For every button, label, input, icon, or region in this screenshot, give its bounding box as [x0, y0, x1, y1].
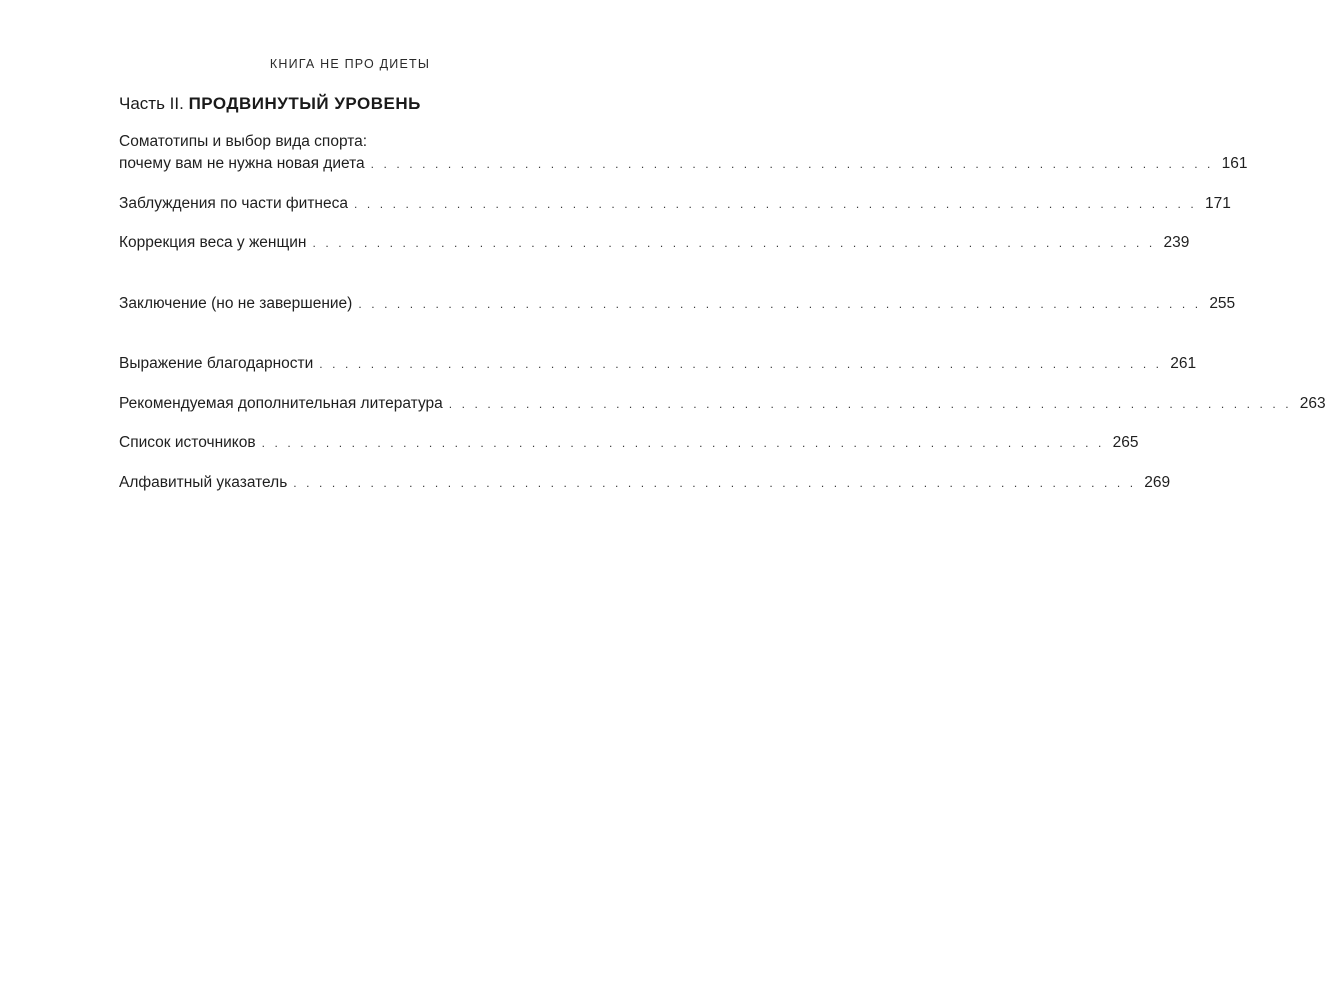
part-heading: [119, 94, 421, 114]
dot-leader: . . . . . . . . . . . . . . . . . . . . . . . . . . . . . . . . . . . . . . . . . . . . . . . . . . . . . . . . . . . . . . . . . .: [261, 436, 1105, 450]
toc-entry-title: Список источников: [119, 434, 256, 451]
dot-leader: . . . . . . . . . . . . . . . . . . . . . . . . . . . . . . . . . . . . . . . . . . . . . . . . . . . . . . . . . . . . . . . . . .: [353, 197, 1197, 211]
toc-entry: [119, 353, 1197, 375]
dot-leader: . . . . . . . . . . . . . . . . . . . . . . . . . . . . . . . . . . . . . . . . . . . . . . . . . . . . . . . . . . . . . . . . . .: [312, 236, 1156, 250]
toc-entry-title: Выражение благодарности: [119, 355, 314, 372]
toc-entry: [119, 432, 1139, 454]
part-label: Часть II.: [119, 94, 184, 113]
toc-entry: [119, 131, 1248, 175]
toc-line: [119, 193, 1231, 215]
toc-page-number: 265: [1112, 434, 1139, 451]
toc-entry: [119, 393, 1326, 415]
toc-page-number: 263: [1299, 395, 1326, 412]
toc-entry-title: Заблуждения по части фитнеса: [119, 195, 348, 212]
toc-entry-title-line-1: Соматотипы и выбор вида спорта:: [119, 133, 368, 150]
toc-line: [119, 232, 1190, 254]
toc-page-number: 255: [1209, 295, 1236, 312]
dot-leader: . . . . . . . . . . . . . . . . . . . . . . . . . . . . . . . . . . . . . . . . . . . . . . . . . . . . . . . . . . . . . . . . . .: [448, 397, 1292, 411]
toc-entry-title: почему вам не нужна новая диета: [119, 155, 365, 172]
toc-line: [119, 432, 1139, 454]
toc-entry: [119, 472, 1171, 494]
toc-line: [119, 353, 1197, 375]
toc-page-number: 269: [1144, 474, 1171, 491]
toc-entry-title: Заключение (но не завершение): [119, 295, 353, 312]
toc-line: [119, 472, 1171, 494]
toc-entry-title: Рекомендуемая дополнительная литература: [119, 395, 443, 412]
toc-page-number: 239: [1163, 234, 1190, 251]
toc-entry-title: Коррекция веса у женщин: [119, 234, 307, 251]
toc-line: [119, 393, 1326, 415]
toc-entry: [119, 293, 1236, 315]
dot-leader: . . . . . . . . . . . . . . . . . . . . . . . . . . . . . . . . . . . . . . . . . . . . . . . . . . . . . . . . . . . . . . . . . .: [319, 357, 1163, 371]
running-head: КНИГА НЕ ПРО ДИЕТЫ: [269, 57, 431, 71]
toc-page-number: 161: [1221, 155, 1248, 172]
toc-page-number: 171: [1204, 195, 1231, 212]
toc-line: [119, 293, 1236, 315]
dot-leader: . . . . . . . . . . . . . . . . . . . . . . . . . . . . . . . . . . . . . . . . . . . . . . . . . . . . . . . . . . . . . . . . . .: [358, 297, 1202, 311]
dot-leader: . . . . . . . . . . . . . . . . . . . . . . . . . . . . . . . . . . . . . . . . . . . . . . . . . . . . . . . . . . . . . . . . . .: [370, 157, 1214, 171]
toc-page-number: 261: [1170, 355, 1197, 372]
toc-entry: [119, 193, 1231, 215]
toc-line: [119, 153, 1248, 175]
dot-leader: . . . . . . . . . . . . . . . . . . . . . . . . . . . . . . . . . . . . . . . . . . . . . . . . . . . . . . . . . . . . . . . . . .: [293, 476, 1137, 490]
toc-entry: [119, 232, 1190, 254]
part-name: ПРОДВИНУТЫЙ УРОВЕНЬ: [188, 94, 421, 113]
toc-entry-title: Алфавитный указатель: [119, 474, 288, 491]
